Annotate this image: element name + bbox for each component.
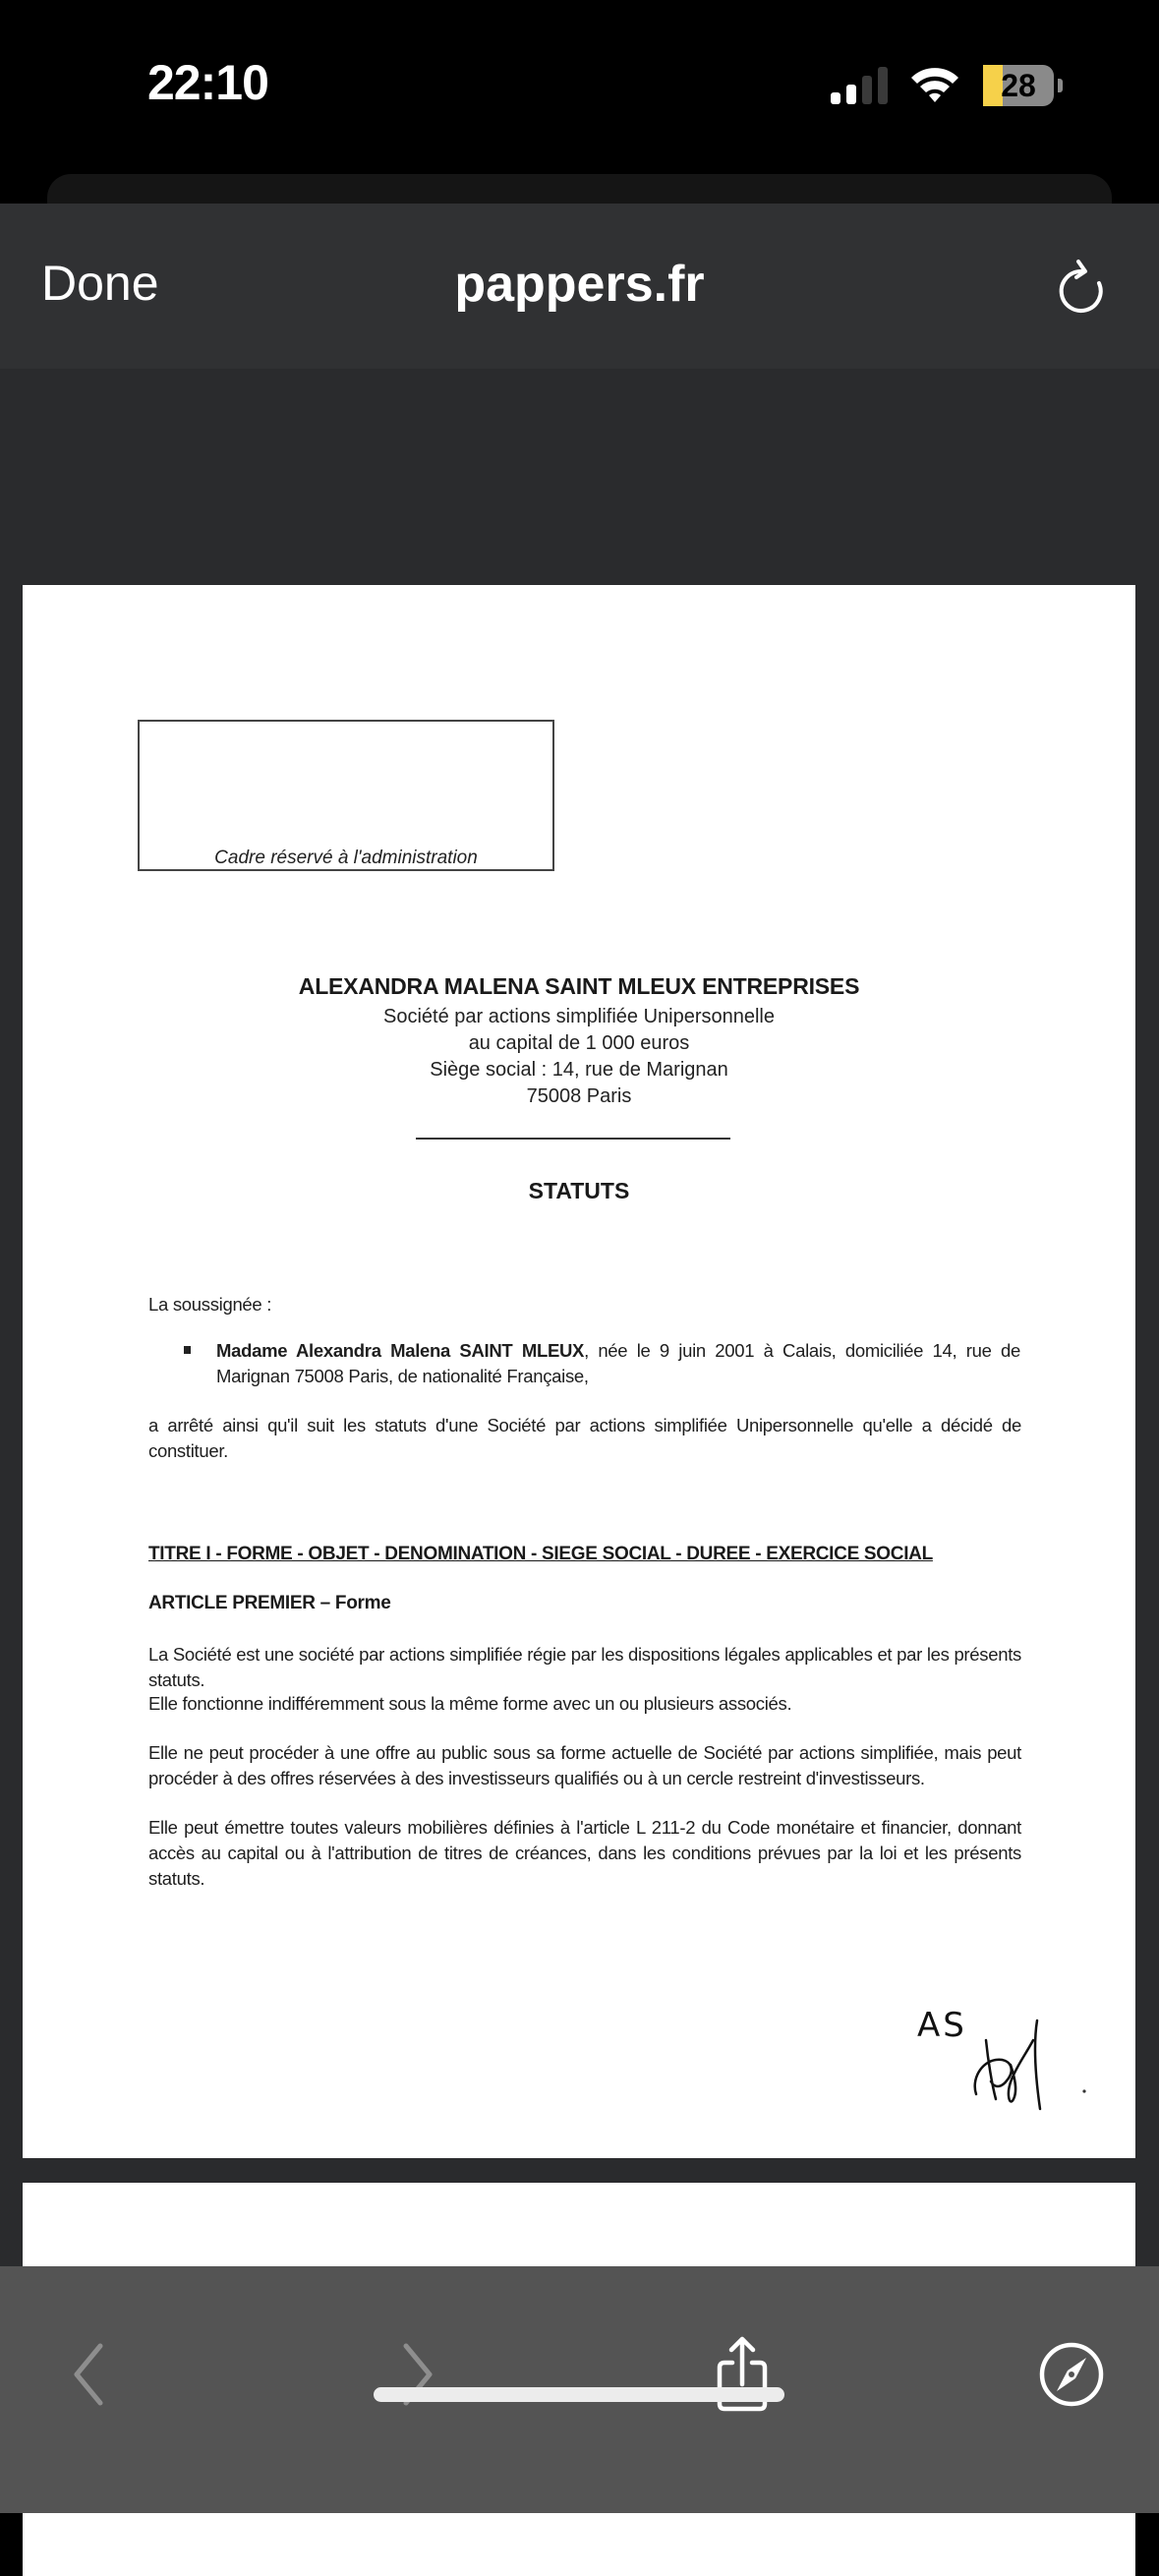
share-icon [713, 2335, 772, 2414]
page-title: pappers.fr [454, 256, 705, 313]
open-in-safari-button[interactable] [1027, 2311, 1116, 2438]
battery-icon [983, 65, 1054, 106]
status-bar [0, 0, 1159, 167]
document-heading: STATUTS [528, 1178, 630, 1203]
status-time: 22:10 [147, 55, 268, 110]
titre-heading: TITRE I - FORME - OBJET - DENOMINATION - SIEGE SOCIAL - DUREE - EXERCICE SOCIAL [148, 1544, 933, 1564]
done-button[interactable]: Done [41, 256, 159, 311]
share-button[interactable] [703, 2311, 782, 2438]
arrete-paragraph: a arrêté ainsi qu'il suit les statuts d'une Société par actions simplifiée Unipersonnelle qu'elle a décidé de constituer. [148, 1415, 1021, 1461]
forward-button[interactable] [378, 2311, 457, 2438]
battery-level: 28 [1001, 68, 1036, 103]
party-name: Madame Alexandra Malena SAINT MLEUX [216, 1340, 585, 1361]
battery-tip [1058, 79, 1063, 92]
party-bullet [216, 1338, 1020, 1389]
soussignee-label: La soussignée : [148, 1294, 272, 1315]
document-viewport[interactable] [0, 369, 1159, 2266]
article-1-paragraph: Elle peut émettre toutes valeurs mobilières définies à l'article L 211-2 du Code monétaire et financier, donnant accès au capital ou à l'attribution de titres de créances, dans les conditions prévues par la loi et les présents statuts. [148, 1817, 1021, 1889]
chevron-left-icon [69, 2342, 108, 2407]
company-name: ALEXANDRA MALENA SAINT MLEUX ENTREPRISES [298, 973, 860, 999]
divider [416, 1138, 730, 1140]
article-1-paragraph: La Société est une société par actions simplifiée régie par les dispositions légales applicables et par les présents statuts. [148, 1644, 1021, 1690]
admin-box [138, 720, 554, 871]
company-capital: au capital de 1 000 euros [468, 1032, 690, 1054]
bullet-icon [184, 1346, 191, 1354]
article-1-paragraph: Elle fonctionne indifféremment sous la même forme avec un ou plusieurs associés. [148, 1693, 792, 1714]
compass-icon [1037, 2340, 1106, 2409]
admin-box-label: Cadre réservé à l'administration [214, 848, 478, 868]
company-address: Siège social : 14, rue de Marignan [430, 1059, 728, 1081]
wifi-icon [909, 65, 960, 104]
party-details: , née le 9 juin 2001 à Calais, domiciliée 14, rue de Marignan 75008 Paris, de nationalité Française, [216, 1340, 1020, 1386]
nav-bar [0, 204, 1159, 369]
company-legal-form: Société par actions simplifiée Unipersonnelle [383, 1006, 775, 1027]
article-1-title: ARTICLE PREMIER – Forme [148, 1593, 391, 1613]
cellular-signal-icon [831, 67, 892, 104]
company-city: 75008 Paris [526, 1085, 632, 1107]
back-button[interactable] [49, 2311, 128, 2438]
initials: AS [917, 2006, 967, 2045]
signature-icon [956, 2001, 1104, 2119]
safari-view-sheet [0, 204, 1159, 2513]
article-1-paragraph: Elle ne peut procéder à une offre au public sous sa forme actuelle de Société par actions simplifiée, mais peut procéder à des offres réservées à des investisseurs qualifiés ou à un cercle restreint d'investisseurs. [148, 1742, 1021, 1788]
document-page-1 [23, 585, 1135, 2158]
reload-icon[interactable] [1052, 258, 1111, 321]
home-indicator[interactable] [374, 2387, 784, 2402]
